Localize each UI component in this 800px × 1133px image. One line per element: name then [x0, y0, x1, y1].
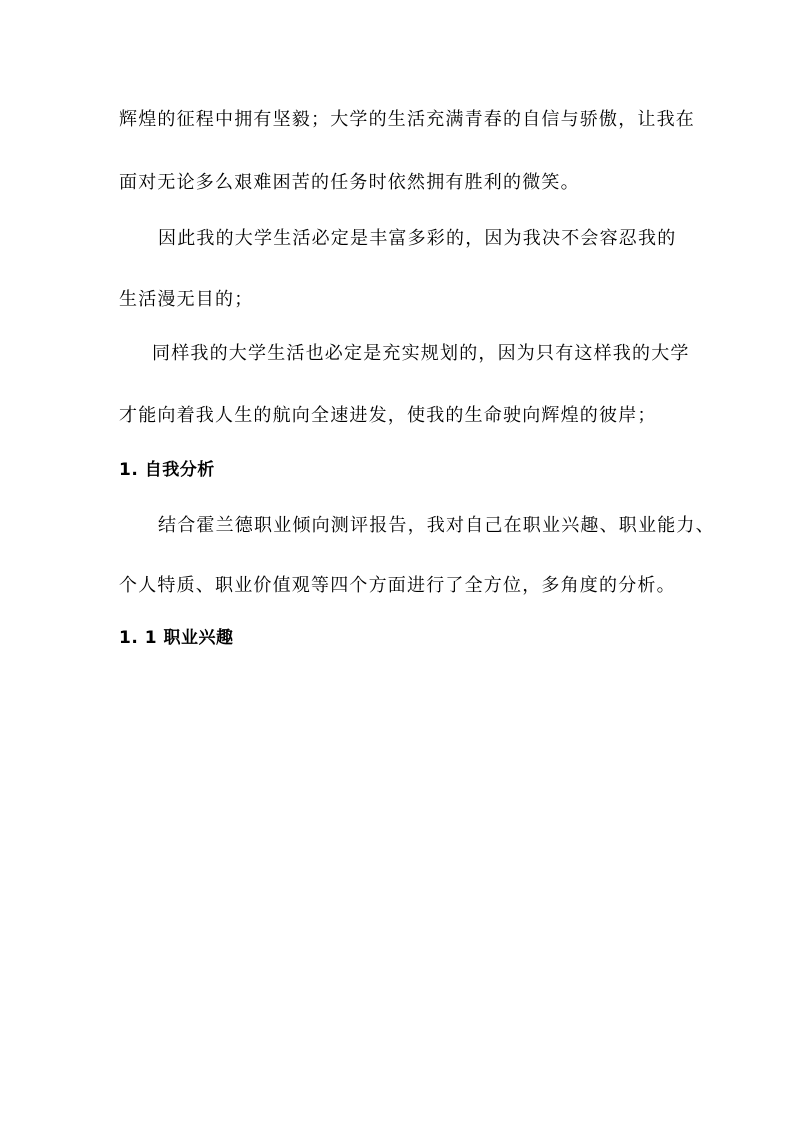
section-heading-self-analysis: 1. 自我分析	[119, 460, 215, 480]
paragraph-line-1: 辉煌的征程中拥有坚毅；大学的生活充满青春的自信与骄傲，让我在	[119, 109, 695, 130]
paragraph-line-8: 个人特质、职业价值观等四个方面进行了全方位，多角度的分析。	[119, 575, 676, 596]
paragraph-line-6: 才能向着我人生的航向全速进发，使我的生命驶向辉煌的彼岸；	[119, 405, 657, 426]
paragraph-line-5: 同样我的大学生活也必定是充实规划的，因为只有这样我的大学	[152, 343, 690, 364]
paragraph-line-7: 结合霍兰德职业倾向测评报告，我对自己在职业兴趣、职业能力、	[158, 515, 715, 536]
paragraph-line-2: 面对无论多么艰难困苦的任务时依然拥有胜利的微笑。	[119, 172, 580, 193]
paragraph-line-4: 生活漫无目的；	[119, 289, 254, 310]
section-heading-career-interest: 1. 1 职业兴趣	[119, 628, 234, 648]
paragraph-line-3: 因此我的大学生活必定是丰富多彩的，因为我决不会容忍我的	[158, 228, 677, 249]
